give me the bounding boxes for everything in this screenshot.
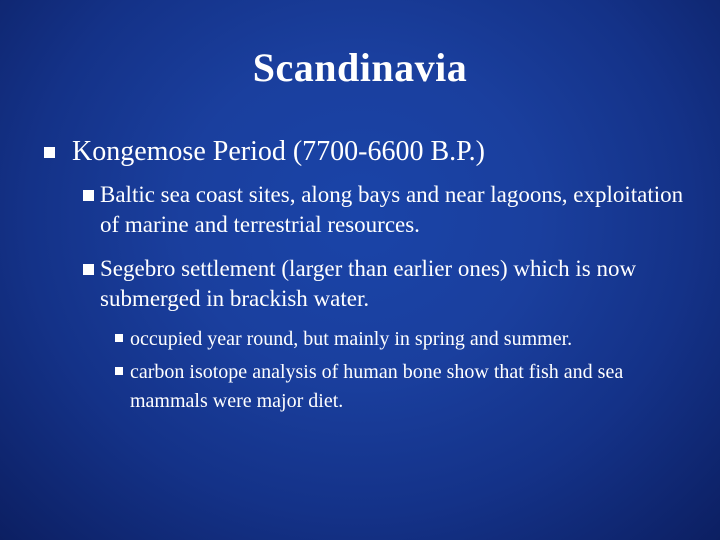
square-bullet-icon bbox=[115, 367, 123, 375]
bullet-text: occupied year round, but mainly in spring and summer. bbox=[130, 328, 573, 350]
bullet-text: carbon isotope analysis of human bone show that fish and sea mammals were major diet. bbox=[130, 361, 624, 412]
bullet-text: Segebro settlement (larger than earlier ones) which is now submerged in brackish water. bbox=[100, 256, 637, 311]
square-bullet-icon bbox=[83, 264, 94, 275]
square-bullet-icon bbox=[115, 334, 123, 342]
bullet-level2-segebro bbox=[83, 254, 683, 314]
slide-title: Scandinavia bbox=[252, 45, 468, 90]
bullet-text: Kongemose Period (7700-6600 B.P.) bbox=[72, 136, 485, 167]
square-bullet-icon bbox=[83, 190, 94, 201]
square-bullet-icon bbox=[44, 147, 55, 158]
bullet-level3-carbon-isotope bbox=[115, 358, 685, 416]
bullet-level3-occupied bbox=[115, 325, 685, 355]
bullet-text: Baltic sea coast sites, along bays and near lagoons, exploitation of marine and terrestrial resources. bbox=[100, 182, 684, 237]
bullet-level2-baltic bbox=[83, 180, 683, 240]
